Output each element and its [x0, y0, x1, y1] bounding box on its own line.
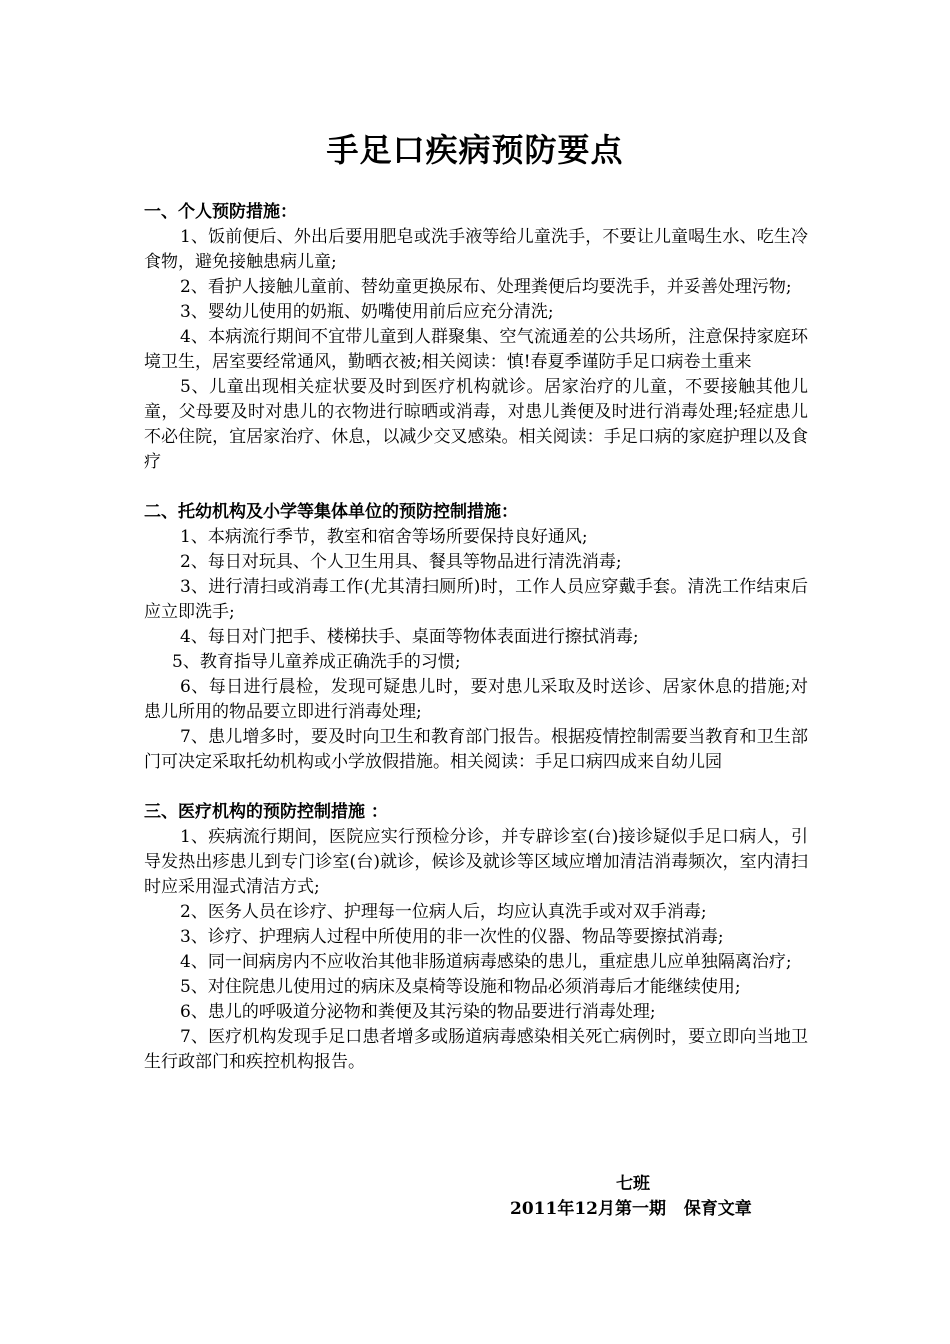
section-heading-childcare: 二、托幼机构及小学等集体单位的预防控制措施：	[144, 502, 518, 522]
document-body	[144, 200, 808, 1075]
document-title: 手足口疾病预防要点	[326, 131, 624, 169]
paragraph: 6、每日进行晨检，发现可疑患儿时，要对患儿采取及时送诊、居家休息的措施;对患儿所用的物品要立即进行消毒处理;	[144, 677, 808, 722]
paragraph: 1、疾病流行期间，医院应实行预检分诊，并专辟诊室(台)接诊疑似手足口病人，引导发热出疹患儿到专门诊室(台)就诊，候诊及就诊等区域应增加清洁消毒频次，室内清扫时应采用湿式清洁方式;	[144, 827, 808, 897]
paragraph: 5、儿童出现相关症状要及时到医疗机构就诊。居家治疗的儿童，不要接触其他儿童，父母要及时对患儿的衣物进行晾晒或消毒，对患儿粪便及时进行消毒处理;轻症患儿不必住院，宜居家治疗、休息，以减少交叉感染。相关阅读：手足口病的家庭护理以及食疗	[144, 377, 808, 472]
paragraph: 1、饭前便后、外出后要用肥皂或洗手液等给儿童洗手，不要让儿童喝生水、吃生冷食物，避免接触患病儿童;	[144, 227, 808, 272]
paragraph: 4、本病流行期间不宜带儿童到人群聚集、空气流通差的公共场所，注意保持家庭环境卫生，居室要经常通风，勤晒衣被;相关阅读：慎!春夏季谨防手足口病卷土重来	[144, 327, 808, 372]
paragraph: 5、教育指导儿童养成正确洗手的习惯;	[172, 652, 461, 672]
paragraph: 5、对住院患儿使用过的病床及桌椅等设施和物品必须消毒后才能继续使用;	[180, 977, 741, 997]
paragraph: 4、每日对门把手、楼梯扶手、桌面等物体表面进行擦拭消毒;	[180, 627, 639, 647]
paragraph: 7、患儿增多时，要及时向卫生和教育部门报告。根据疫情控制需要当教育和卫生部门可决定采取托幼机构或小学放假措施。相关阅读：手足口病四成来自幼儿园	[144, 727, 808, 772]
section-heading-medical: 三、医疗机构的预防控制措施 ：	[144, 802, 388, 822]
signature-issue: 2011年12月第一期 保育文章	[510, 1199, 752, 1219]
spacer	[144, 775, 808, 800]
paragraph: 2、每日对玩具、个人卫生用具、餐具等物品进行清洗消毒;	[180, 552, 622, 572]
paragraph: 4、同一间病房内不应收治其他非肠道病毒感染的患儿，重症患儿应单独隔离治疗;	[180, 952, 792, 972]
section-heading-personal: 一、个人预防措施：	[144, 202, 297, 222]
paragraph: 3、婴幼儿使用的奶瓶、奶嘴使用前后应充分清洗;	[180, 302, 554, 322]
signature-class: 七班	[616, 1174, 650, 1194]
paragraph: 1、本病流行季节，教室和宿舍等场所要保持良好通风;	[180, 527, 588, 547]
spacer	[144, 475, 808, 500]
paragraph: 3、诊疗、护理病人过程中所使用的非一次性的仪器、物品等要擦拭消毒;	[180, 927, 724, 947]
paragraph: 7、医疗机构发现手足口患者增多或肠道病毒感染相关死亡病例时，要立即向当地卫生行政部门和疾控机构报告。	[144, 1027, 808, 1072]
paragraph: 6、患儿的呼吸道分泌物和粪便及其污染的物品要进行消毒处理;	[180, 1002, 656, 1022]
paragraph: 2、看护人接触儿童前、替幼童更换尿布、处理粪便后均要洗手，并妥善处理污物;	[180, 277, 792, 297]
paragraph: 2、医务人员在诊疗、护理每一位病人后，均应认真洗手或对双手消毒;	[180, 902, 707, 922]
paragraph: 3、进行清扫或消毒工作(尤其清扫厕所)时，工作人员应穿戴手套。清洗工作结束后应立即洗手;	[144, 577, 808, 622]
